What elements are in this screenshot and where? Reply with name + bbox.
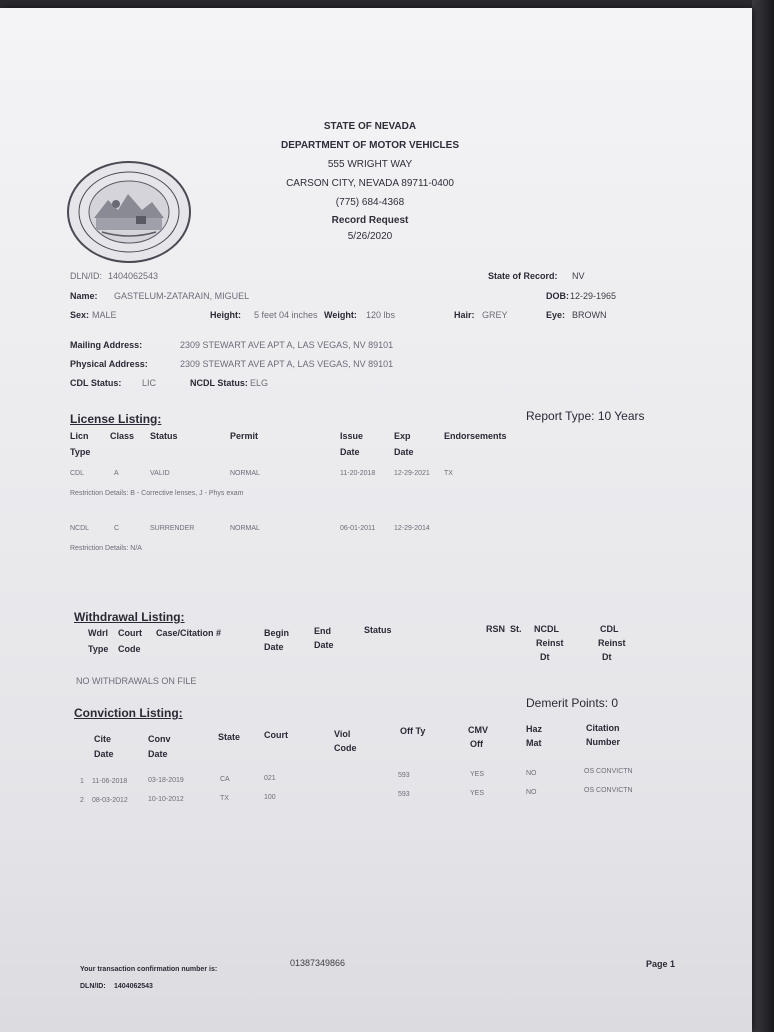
name-label: Name: xyxy=(70,291,98,301)
header-department: DEPARTMENT OF MOTOR VEHICLES xyxy=(281,140,459,151)
footer-dlnid-label: DLN/ID: xyxy=(80,983,106,990)
license-row2-exp: 12-29-2014 xyxy=(394,525,430,532)
col-licn-type: Type xyxy=(70,447,91,457)
license-row2-type: NCDL xyxy=(70,525,90,532)
col-viol-code: Code xyxy=(334,743,357,753)
col-st: St. xyxy=(510,624,522,634)
col-exp: Exp xyxy=(394,431,411,441)
license-row2-issue: 06-01-2011 xyxy=(340,525,376,532)
col-permit: Permit xyxy=(230,431,259,441)
col-court-code: Code xyxy=(118,644,141,654)
col-begin-date: Date xyxy=(264,642,284,652)
name-value: GASTELUM-ZATARAIN, MIGUEL xyxy=(114,291,250,301)
conv-row2-court: 100 xyxy=(264,794,276,801)
hair-value: GREY xyxy=(482,310,508,320)
height-label: Height: xyxy=(210,310,241,320)
physical-value: 2309 STEWART AVE APT A, LAS VEGAS, NV 89101 xyxy=(180,359,394,369)
mailing-label: Mailing Address: xyxy=(70,340,143,350)
col-rsn: RSN xyxy=(486,624,506,634)
col-endorsements: Endorsements xyxy=(444,431,507,441)
license-row2-permit: NORMAL xyxy=(230,525,260,532)
license-row1-exp: 12-29-2021 xyxy=(394,470,430,477)
col-citation: Citation xyxy=(586,723,620,733)
col-issue-date: Date xyxy=(340,447,360,457)
col-case: Case/Citation # xyxy=(156,628,222,638)
col-citation-number: Number xyxy=(586,737,621,747)
col-wdrl: Wdrl xyxy=(88,628,108,638)
confirmation-label: Your transaction confirmation number is: xyxy=(80,966,218,973)
no-withdrawals: NO WITHDRAWALS ON FILE xyxy=(76,676,197,686)
mailing-value: 2309 STEWART AVE APT A, LAS VEGAS, NV 89101 xyxy=(180,340,394,350)
license-row2-class: C xyxy=(114,525,120,532)
col-haz-mat: Mat xyxy=(526,738,542,748)
hair-label: Hair: xyxy=(454,310,475,320)
col-ncdl-dt: Dt xyxy=(540,652,550,662)
conv-row1-haz: NO xyxy=(526,770,537,777)
weight-label: Weight: xyxy=(324,310,357,320)
conv-row2-cmv: YES xyxy=(470,790,485,797)
license-row2-restriction: Restriction Details: N/A xyxy=(70,545,142,552)
conv-row2-haz: NO xyxy=(526,789,537,796)
eye-value: BROWN xyxy=(572,310,607,320)
conviction-listing-title: Conviction Listing: xyxy=(74,706,183,720)
col-conv: Conv xyxy=(148,734,171,744)
conv-row1-offty: 593 xyxy=(398,772,410,779)
conv-row1-citation: OS CONVICTN xyxy=(584,768,633,775)
state-seal-icon xyxy=(66,160,192,264)
col-status: Status xyxy=(150,431,178,441)
col-conv-court: Court xyxy=(264,730,288,740)
conv-row1-conv: 03-18-2019 xyxy=(148,777,184,784)
col-cite-date: Date xyxy=(94,749,114,759)
conv-row2-state: TX xyxy=(220,795,229,802)
col-end-date: Date xyxy=(314,640,334,650)
col-haz: Haz xyxy=(526,724,543,734)
background-edge xyxy=(752,0,774,1032)
dlnid-label: DLN/ID: xyxy=(70,271,103,281)
header-phone: (775) 684-4368 xyxy=(335,197,405,208)
col-cdl: CDL xyxy=(600,624,619,634)
col-offty: Off Ty xyxy=(400,726,426,736)
document-page xyxy=(0,8,752,1032)
page-number: Page 1 xyxy=(646,959,676,969)
license-row2-status: SURRENDER xyxy=(150,525,195,532)
conv-row1-num: 1 xyxy=(80,778,84,785)
col-end: End xyxy=(314,626,331,636)
state-record-value: NV xyxy=(572,271,585,281)
col-cdl-reinst: Reinst xyxy=(598,638,626,648)
header-record-request: Record Request xyxy=(331,215,409,226)
header-city: CARSON CITY, NEVADA 89711-0400 xyxy=(286,178,454,189)
col-exp-date: Date xyxy=(394,447,414,457)
ncdl-status-label: NCDL Status: xyxy=(190,378,248,388)
state-record-label: State of Record: xyxy=(488,271,558,281)
license-row1-restriction: Restriction Details: B - Corrective lenses, J - Phys exam xyxy=(70,490,244,497)
license-listing-title: License Listing: xyxy=(70,412,162,426)
conv-row2-cite: 08-03-2012 xyxy=(92,797,128,804)
eye-label: Eye: xyxy=(546,310,566,320)
conv-row1-state: CA xyxy=(220,776,230,783)
ncdl-status-value: ELG xyxy=(250,378,269,388)
header-street: 555 WRIGHT WAY xyxy=(327,159,413,170)
license-row1-type: CDL xyxy=(70,470,85,477)
report-type: Report Type: 10 Years xyxy=(526,409,645,423)
footer-dlnid-value: 1404062543 xyxy=(114,983,153,990)
withdrawal-listing-title: Withdrawal Listing: xyxy=(74,610,185,624)
conv-row2-conv: 10-10-2012 xyxy=(148,796,184,803)
col-issue: Issue xyxy=(340,431,364,441)
cdl-status-value: LIC xyxy=(142,378,157,388)
header-date: 5/26/2020 xyxy=(347,231,393,242)
license-row1-issue: 11-20-2018 xyxy=(340,470,376,477)
col-court: Court xyxy=(118,628,142,638)
license-row1-class: A xyxy=(114,470,119,477)
dob-value: 12-29-1965 xyxy=(570,291,617,301)
sex-label: Sex: xyxy=(70,310,90,320)
license-row1-status: VALID xyxy=(150,470,170,477)
col-cite: Cite xyxy=(94,734,112,744)
header-state: STATE OF NEVADA xyxy=(323,121,417,132)
sex-value: MALE xyxy=(92,310,117,320)
cdl-status-label: CDL Status: xyxy=(70,378,122,388)
demerit-points: Demerit Points: 0 xyxy=(526,696,619,710)
height-value: 5 feet 04 inches xyxy=(254,310,318,320)
col-conv-state: State xyxy=(218,732,241,742)
col-wdrl-type: Type xyxy=(88,644,109,654)
dob-label: DOB: xyxy=(546,291,569,301)
col-ncdl-reinst: Reinst xyxy=(536,638,564,648)
license-row1-endorse: TX xyxy=(444,470,453,477)
license-row1-permit: NORMAL xyxy=(230,470,260,477)
conv-row1-court: 021 xyxy=(264,775,276,782)
physical-label: Physical Address: xyxy=(70,359,148,369)
col-cdl-dt: Dt xyxy=(602,652,612,662)
col-cmv: CMV xyxy=(468,725,488,735)
col-licn: Licn xyxy=(70,431,89,441)
weight-value: 120 lbs xyxy=(366,310,396,320)
col-viol: Viol xyxy=(334,729,351,739)
dlnid-value: 1404062543 xyxy=(108,271,159,281)
col-begin: Begin xyxy=(264,628,290,638)
conv-row1-cite: 11-06-2018 xyxy=(92,778,128,785)
col-cmv-off: Off xyxy=(470,739,483,749)
col-ncdl: NCDL xyxy=(534,624,559,634)
conv-row2-offty: 593 xyxy=(398,791,410,798)
col-wd-status: Status xyxy=(364,625,392,635)
conv-row1-cmv: YES xyxy=(470,771,485,778)
conv-row2-num: 2 xyxy=(80,797,84,804)
conv-row2-citation: OS CONVICTN xyxy=(584,787,633,794)
col-class: Class xyxy=(110,431,135,441)
col-conv-date: Date xyxy=(148,749,168,759)
confirmation-number: 01387349866 xyxy=(290,958,346,968)
